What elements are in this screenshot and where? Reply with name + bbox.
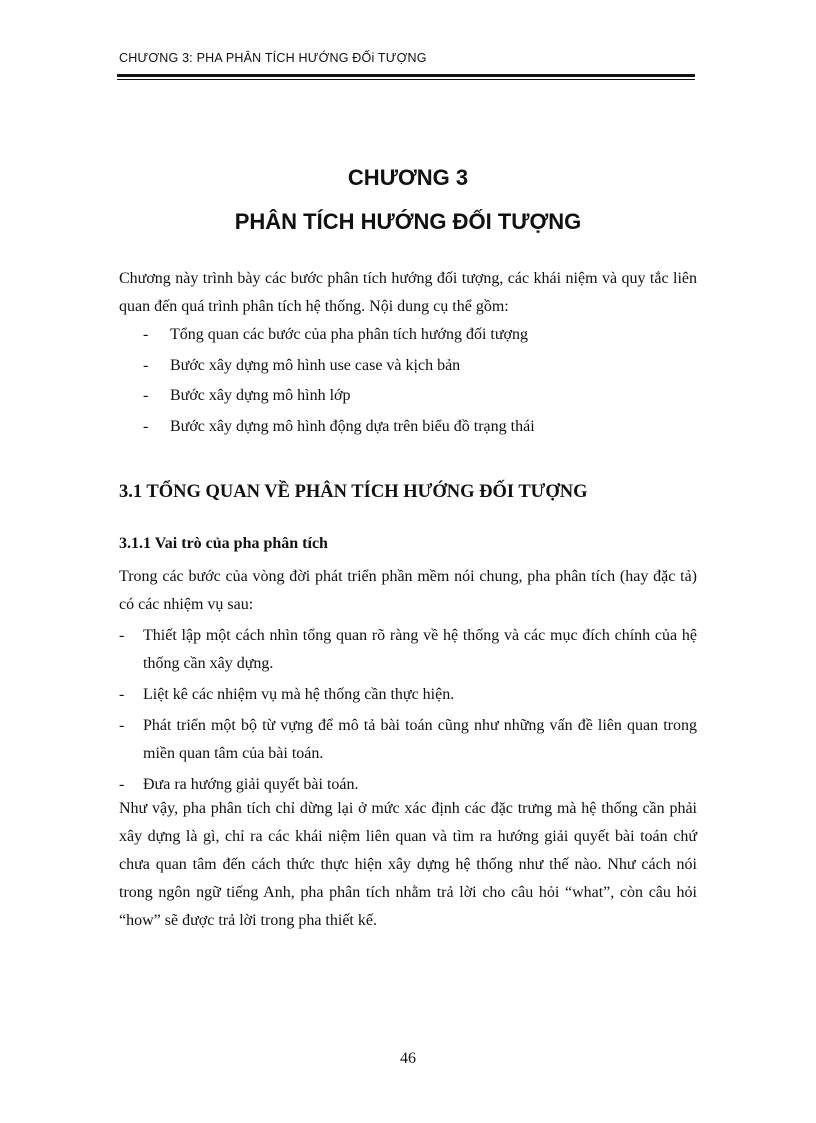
page-number: 46	[400, 1050, 416, 1067]
list-dash: -	[119, 717, 125, 734]
list-item	[119, 712, 697, 768]
list-item-text: Bước xây dựng mô hình use case và kịch bản	[170, 356, 461, 374]
list-item-text: Đưa ra hướng giải quyết bài toán.	[143, 776, 359, 793]
header-rule-thin	[117, 79, 695, 80]
list-item-text: Thiết lập một cách nhìn tổng quan rõ ràng về hệ thống và các mục đích chính của hệ thống cần xây dựng.	[143, 627, 697, 672]
list-item-text: Phát triển một bộ từ vựng để mô tả bài toán cũng như những vấn đề liên quan trong miền quan tâm của bài toán.	[143, 717, 697, 762]
list-item	[0, 381, 816, 412]
section-heading: 3.1 TỔNG QUAN VỀ PHÂN TÍCH HƯỚNG ĐỐI TƯỢNG	[119, 482, 588, 502]
list-item-text: Tổng quan các bước của pha phân tích hướng đối tượng	[170, 326, 528, 343]
intro-list	[0, 320, 816, 442]
chapter-number: CHƯƠNG 3	[347, 165, 469, 190]
running-header: CHƯƠNG 3: PHA PHÂN TÍCH HƯỚNG ĐỐi TƯỢNG	[119, 51, 427, 65]
intro-paragraph: Chương này trình bày các bước phân tích hướng đối tượng, các khái niệm và quy tắc liên quan đến quá trình phân tích hệ thống. Nội dung cụ thể gồm:	[119, 270, 697, 315]
list-item-text: Bước xây dựng mô hình lớp	[170, 387, 351, 404]
list-dash: -	[119, 627, 125, 644]
chapter-title: PHÂN TÍCH HƯỚNG ĐỐI TƯỢNG	[234, 209, 582, 234]
list-dash: -	[119, 776, 125, 793]
paragraph-summary: Như vậy, pha phân tích chỉ dừng lại ở mức xác định các đặc trưng mà hệ thống cần phải xây dựng là gì, chỉ ra các khái niệm liên quan và tìm ra hướng giải quyết bài toán chứ chưa quan tâm đến cách thức thực hiện xây dựng hệ thống như thế nào. Như cách nói trong ngôn ngữ tiếng Anh, pha phân tích nhằm trả lời cho câu hỏi “what”, còn câu hỏi “how” sẽ được trả lời trong pha thiết kế.	[119, 800, 697, 929]
list-item	[119, 622, 697, 678]
list-dash: -	[143, 417, 149, 435]
list-item	[0, 351, 816, 382]
duty-list	[119, 622, 697, 802]
list-dash: -	[143, 387, 149, 404]
list-item	[119, 681, 697, 709]
list-item	[0, 412, 816, 443]
list-item-text: Bước xây dựng mô hình động dựa trên biểu đồ trạng thái	[170, 417, 535, 435]
list-item-text: Liệt kê các nhiệm vụ mà hệ thống cần thực hiện.	[143, 686, 455, 703]
list-dash: -	[143, 356, 149, 374]
subsection-heading: 3.1.1 Vai trò của pha phân tích	[119, 535, 328, 552]
header-rule	[117, 74, 695, 77]
list-item	[0, 320, 816, 351]
list-dash: -	[143, 326, 149, 343]
list-dash: -	[119, 686, 125, 703]
paragraph-analysis-duties: Trong các bước của vòng đời phát triển phần mềm nói chung, pha phân tích (hay đặc tả) có các nhiệm vụ sau:	[119, 568, 697, 613]
